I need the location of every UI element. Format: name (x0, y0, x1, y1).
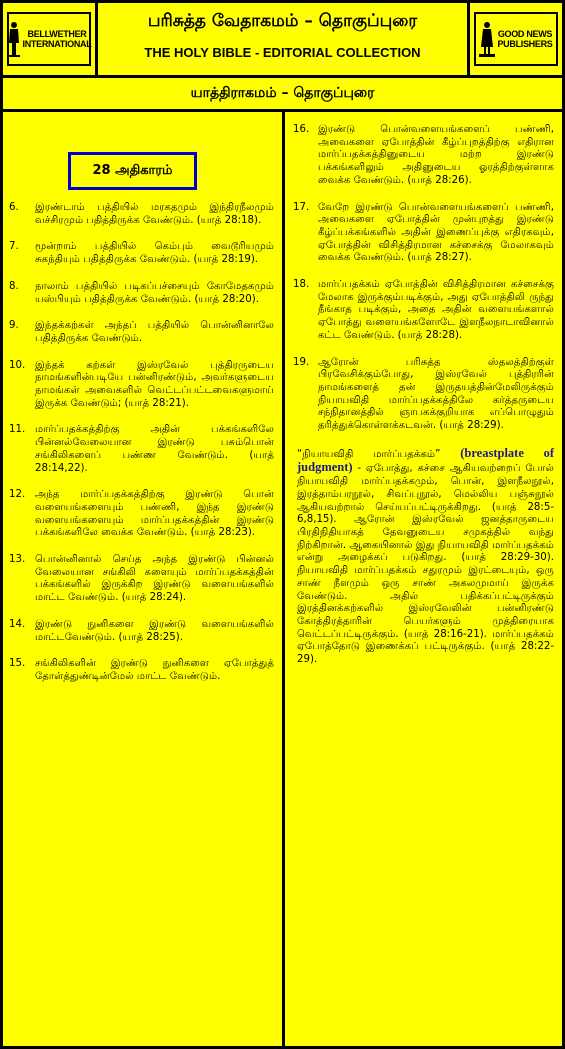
logo-left-line2: INTERNATIONAL (22, 39, 92, 49)
verse-text: இரண்டு பொன்வளையங்களைப் பண்ணி, அவைகளை ஏபோத்தின் கீழ்ப்புறத்திற்கு எதிரான மார்ப்பதக்கத்தினுடைய மற்ற இரண்டு பக்கங்களிலும் அதினுடைய ஓரத்திற்குள்ளாக வைக்க வேண்டும். (யாத் 28:26). (318, 124, 554, 186)
book-subheader: யாத்திராகமம் – தொகுப்புரை (3, 78, 562, 112)
verse-text: மூன்றாம் பத்தியில் கெம்பும் வைடூரியமும் சுகந்தியும் பதித்திருக்க வேண்டும். (யாத் 28:19). (35, 241, 274, 266)
verse-number: 18. (293, 279, 310, 291)
verse-text: மார்ப்பதக்கம் ஏபோத்தின் விசித்திரமான கச்சைக்கு மேலாக இருக்கும்படிக்கும், அது ஏபோத்திலி ருந்து நீங்காத படிக்கும், அதை அதின் வளையங்களால் ஏபோத்து வளையங்களோடே இளநீலநாடாவினால் கட்ட வேண்டும். (யாத் 28:28). (318, 279, 554, 341)
verse-number: 8. (9, 280, 19, 292)
verse-number: 11. (9, 424, 26, 436)
verse-item (9, 241, 274, 266)
verse-text: இந்தக்கற்கள் அந்தப் பத்தியில் பொன்னினாலே பதித்திருக்க வேண்டும். (35, 320, 274, 344)
page-title-tamil: பரிசுத்த வேதாகமம் – தொகுப்புரை (147, 11, 418, 31)
bellwether-logo (3, 3, 98, 75)
logo-right-line1: GOOD NEWS (497, 29, 553, 39)
right-column (282, 112, 562, 1046)
verse-number: 13. (9, 554, 26, 566)
verse-item (9, 489, 274, 540)
verse-item (9, 424, 274, 475)
note-prefix: “நியாயவிதி மார்ப்பதக்கம்” (297, 448, 461, 460)
right-verse-list (293, 124, 554, 433)
chapter-heading: 28 அதிகாரம் (68, 152, 197, 190)
verse-text: இரண்டாம் பத்தியில் மரகதமும் இந்திரநீலமும் வச்சிரமும் பதித்திருக்க வேண்டும். (யாத் 28:18). (35, 202, 274, 226)
verse-number: 16. (293, 124, 310, 135)
page-title-english: THE HOLY BIBLE - EDITORIAL COLLECTION (144, 45, 421, 60)
verse-item (9, 320, 274, 345)
bellwether-figure-icon (7, 21, 21, 57)
verse-item (293, 357, 554, 433)
breastplate-note (293, 447, 554, 667)
verse-item (9, 281, 274, 306)
good-news-logo (467, 3, 562, 75)
verse-text: இரண்டு நுனிகளை இரண்டு வளையங்களில் மாட்டவேண்டும். (யாத் 28:25). (35, 618, 274, 643)
header (3, 3, 562, 78)
verse-text: சங்கிலிகளின் இரண்டு நுனிகளை ஏபோத்துத் தோள்த்துண்டின்மேல் மாட்ட வேண்டும். (35, 658, 274, 682)
verse-number: 15. (9, 658, 26, 670)
content-columns (3, 112, 562, 1046)
verse-text: அந்த மார்ப்பதக்கத்திற்கு இரண்டு பொன் வளையங்களையும் பண்ணி, இந்த இரண்டு வளையங்களையும் மார்ப்பதக்கத்தின் இரண்டு பக்கங்களிலே வைக்க வேண்டும். (யாத் 28:23). (35, 489, 274, 539)
logo-right-line2: PUBLISHERS (497, 39, 553, 49)
verse-text: வேறே இரண்டு பொன்வளையங்களைப் பண்ணி, அவைகளை ஏபோத்தின் முன்புறத்து இரண்டு கீழ்ப்பக்கங்களில் அதின் இணைப்புக்கு எதிரகவும், ஏபோத்தின் விசித்திரமான கச்சைக்கு மேலாகவும் வைக்க வேண்டும். (யாத் 28:27). (318, 201, 554, 264)
verse-number: 6. (9, 202, 19, 213)
verse-number: 19. (293, 356, 310, 368)
verse-text: இந்தக் கற்கள் இஸ்ரவேல் புத்திரருடைய நாமங்களின்படியே பன்னிரண்டும், அவர்களுடைய நாமங்கள் அவைகளில் வெட்டப்பட்டவைகளுமாய் இருக்க வேண்டும்; (யாத் 28:21). (35, 359, 274, 409)
note-body: - ஏபோத்து, கச்சை ஆகியவற்றைப் போல் நியாயவிதி மார்ப்பதக்கமும், பொன், இளநீலநூல், இரத்தாம்பரநூல், சிவப்புநூல், மெல்லிய பஞ்சுநூல் ஆகியவற்றால் செய்யப்பட்டிருக்கிறது. (யாத் 28:5-6,8,15). ஆரோன் இஸ்ரவேல் ஜனத்தாருடைய பிரதிநிதியாகத் தேவனுடைய சமுகத்தில் வந்து நிற்கிறான். ஆகையினால் இது நியாயவிதி மார்ப்பதக்கம் என்று அழைக்கப் படுகிறது. (யாத் 28:29-30). நியாயவிதி மார்ப்பதக்கம் சதுரமும் இரட்டையும், ஒரு சாண் நீளமும் ஒரு சாண் அகலமுமாய் இருக்க வேண்டும். அதில் பதிக்கப்பட்டிருக்கும் இரத்தினக்கற்களில் இஸ்ரவேலின் பன்னிரண்டு கோத்திரத்தாரின் பெயர்களும் முத்திரையாக வெட்டப்பட்டிருக்கும். (யாத் 28:16-21). மார்ப்பதக்கம் ஏபோத்தோடு இணைக்கப் பட்டிருக்கும். (யாத் 28:22-29). (297, 463, 554, 666)
verse-item (293, 279, 554, 343)
verse-text: பொன்னினால் செய்த அந்த இரண்டு பின்னல் வேலையான சங்கிலி களையும் மார்ப்பதக்கத்தின் பக்கங்களில் இருக்கிற இரண்டு வளையங்களில் மாட்ட வேண்டும். (யாத் 28:24). (35, 554, 274, 604)
verse-item (9, 619, 274, 644)
left-column (3, 112, 282, 1046)
note-english-term: (breastplate of judgment) (297, 445, 554, 475)
verse-item (9, 554, 274, 605)
verse-number: 7. (9, 241, 19, 253)
verse-item (9, 360, 274, 411)
verse-text: மார்ப்பதக்கத்திற்கு அதின் பக்கங்களிலே பின்னல்வேலையான இரண்டு பசும்பொன் சங்கிலிகளைப் பண்ண வேண்டும். (யாத் 28:14,22). (35, 424, 274, 474)
verse-number: 9. (9, 320, 19, 332)
verse-item (293, 202, 554, 266)
verse-text: ஆரோன் பரிசுத்த ஸ்தலத்திற்குள் பிரவேசிக்கும்போது, இஸ்ரவேல் புத்திரரின் நாமங்களைத் தன் இருதயத்தின்மேலிருக்கும் நியாயவிதி மார்ப்பதக்கத்திலே கர்த்தருடைய சந்நிதானத்தில் ஞாபகக்குறியாக எப்பொழுதும் தரித்துக்கொள்ளக்கடவன். (யாத் 28:29). (318, 356, 554, 432)
verse-number: 12. (9, 489, 26, 501)
verse-text: நாலாம் பத்தியில் படிகப்பச்சையும் கோமேதகமும் யஸ்பியும் பதித்திருக்க வேண்டும். (யாத் 28:20). (35, 280, 274, 305)
shepherd-figure-icon (479, 21, 495, 57)
verse-item (9, 202, 274, 227)
verse-item (293, 124, 554, 188)
verse-number: 14. (9, 618, 26, 630)
title-box (101, 3, 464, 75)
verse-number: 10. (9, 359, 26, 371)
left-verse-list (9, 202, 274, 684)
verse-number: 17. (293, 201, 310, 213)
logo-left-line1: BELLWETHER (27, 29, 87, 39)
verse-item (9, 658, 274, 683)
